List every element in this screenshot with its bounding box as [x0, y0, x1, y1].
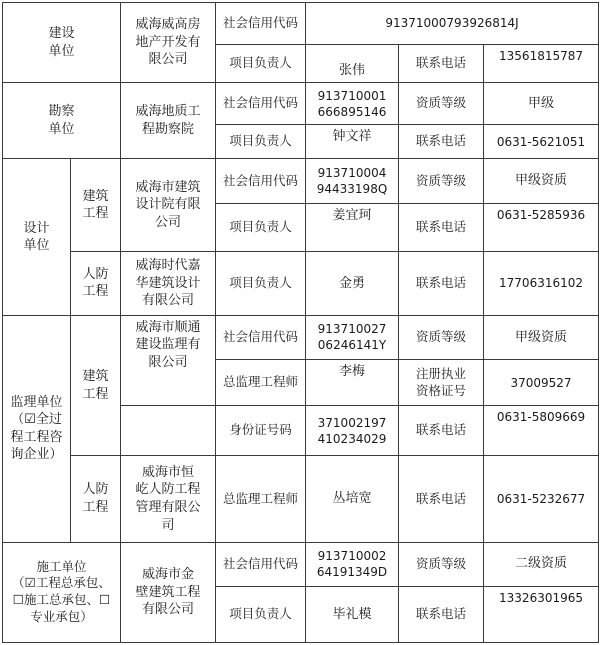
- design-qualification-label: 资质等级: [399, 159, 484, 203]
- survey-credit-label: 社会信用代码: [216, 83, 306, 125]
- design-civil-company: 威海时代嘉 华建筑设计 有限公司: [121, 251, 216, 315]
- construction-phone: 13561815787: [484, 45, 599, 83]
- contractor-category: 施工单位 （☑工程总承包、 ☐施工总承包、☐ 专业承包）: [3, 542, 121, 642]
- supervision-qualification: 甲级资质: [484, 315, 599, 359]
- supervision-chief-label: 总监理工程师: [216, 360, 306, 406]
- design-phone-label: 联系电话: [399, 203, 484, 251]
- construction-company: 威海威高房 地产开发有 限公司: [121, 3, 216, 83]
- construction-credit-code: 91371000793926814J: [306, 3, 599, 45]
- contractor-credit-label: 社会信用代码: [216, 542, 306, 586]
- survey-leader-label: 项目负责人: [216, 125, 306, 159]
- contractor-phone: 13326301965: [484, 586, 599, 642]
- supervision-row-4: [3, 456, 599, 542]
- design-civil-label: 人防 工程: [71, 251, 121, 315]
- design-row-1: [3, 159, 599, 203]
- supervision-blank-cell: [121, 406, 216, 456]
- design-building-company: 威海市建筑 设计院有限 公司: [121, 159, 216, 251]
- survey-leader: 钟文祥: [306, 125, 399, 159]
- contractor-leader-label: 项目负责人: [216, 586, 306, 642]
- contractor-phone-label: 联系电话: [399, 586, 484, 642]
- supervision-civil-label: 人防 工程: [71, 456, 121, 542]
- contractor-row-1: [3, 542, 599, 586]
- supervision-row-1: [3, 315, 599, 359]
- contractor-leader: 毕礼模: [306, 586, 399, 642]
- supervision-chief: 李梅: [306, 360, 399, 406]
- design-category: 设计 单位: [3, 159, 71, 315]
- survey-credit-code: 913710001 666895146: [306, 83, 399, 125]
- supervision-phone-label: 联系电话: [399, 406, 484, 456]
- supervision-qualification-label: 资质等级: [399, 315, 484, 359]
- construction-leader-label: 项目负责人: [216, 45, 306, 83]
- supervision-civil-phone-label: 联系电话: [399, 456, 484, 542]
- survey-phone: 0631-5621051: [484, 125, 599, 159]
- supervision-building-company: 威海市顺通 建设监理有 限公司: [121, 315, 216, 405]
- survey-qualification-label: 资质等级: [399, 83, 484, 125]
- supervision-cert-label: 注册执业 资格证号: [399, 360, 484, 406]
- contractor-company: 威海市金 壁建筑工程 有限公司: [121, 542, 216, 642]
- supervision-civil-chief-label: 总监理工程师: [216, 456, 306, 542]
- contractor-qualification-label: 资质等级: [399, 542, 484, 586]
- supervision-id-number: 371002197 410234029: [306, 406, 399, 456]
- supervision-id-label: 身份证号码: [216, 406, 306, 456]
- supervision-category: 监理单位 （☑全过 程工程咨 询企业）: [3, 315, 71, 542]
- design-leader: 姜宜珂: [306, 203, 399, 251]
- survey-row-1: [3, 83, 599, 125]
- construction-row-1: [3, 3, 599, 45]
- survey-phone-label: 联系电话: [399, 125, 484, 159]
- design-qualification: 甲级资质: [484, 159, 599, 203]
- design-credit-label: 社会信用代码: [216, 159, 306, 203]
- design-civil-phone: 17706316102: [484, 251, 599, 315]
- survey-company: 威海地质工 程勘察院: [121, 83, 216, 159]
- construction-leader: 张伟: [306, 45, 399, 83]
- design-leader-label: 项目负责人: [216, 203, 306, 251]
- supervision-credit-label: 社会信用代码: [216, 315, 306, 359]
- design-civil-phone-label: 联系电话: [399, 251, 484, 315]
- survey-qualification: 甲级: [484, 83, 599, 125]
- design-phone: 0631-5285936: [484, 203, 599, 251]
- contractor-credit-code: 913710002 64191349D: [306, 542, 399, 586]
- construction-phone-label: 联系电话: [399, 45, 484, 83]
- design-civil-leader-label: 项目负责人: [216, 251, 306, 315]
- supervision-credit-code: 913710027 06246141Y: [306, 315, 399, 359]
- contractor-qualification: 二级资质: [484, 542, 599, 586]
- design-row-3: [3, 251, 599, 315]
- design-building-label: 建筑 工程: [71, 159, 121, 251]
- supervision-cert-no: 37009527: [484, 360, 599, 406]
- supervision-building-label: 建筑 工程: [71, 315, 121, 455]
- project-units-table: [2, 2, 599, 643]
- supervision-phone: 0631-5809669: [484, 406, 599, 456]
- supervision-civil-company: 威海市恒 屹人防工程 管理有限公 司: [121, 456, 216, 542]
- construction-category: 建设 单位: [3, 3, 121, 83]
- supervision-civil-chief: 丛培宽: [306, 456, 399, 542]
- supervision-civil-phone: 0631-5232677: [484, 456, 599, 542]
- construction-credit-label: 社会信用代码: [216, 3, 306, 45]
- survey-category: 勘察 单位: [3, 83, 121, 159]
- design-credit-code: 913710004 94433198Q: [306, 159, 399, 203]
- design-civil-leader: 金勇: [306, 251, 399, 315]
